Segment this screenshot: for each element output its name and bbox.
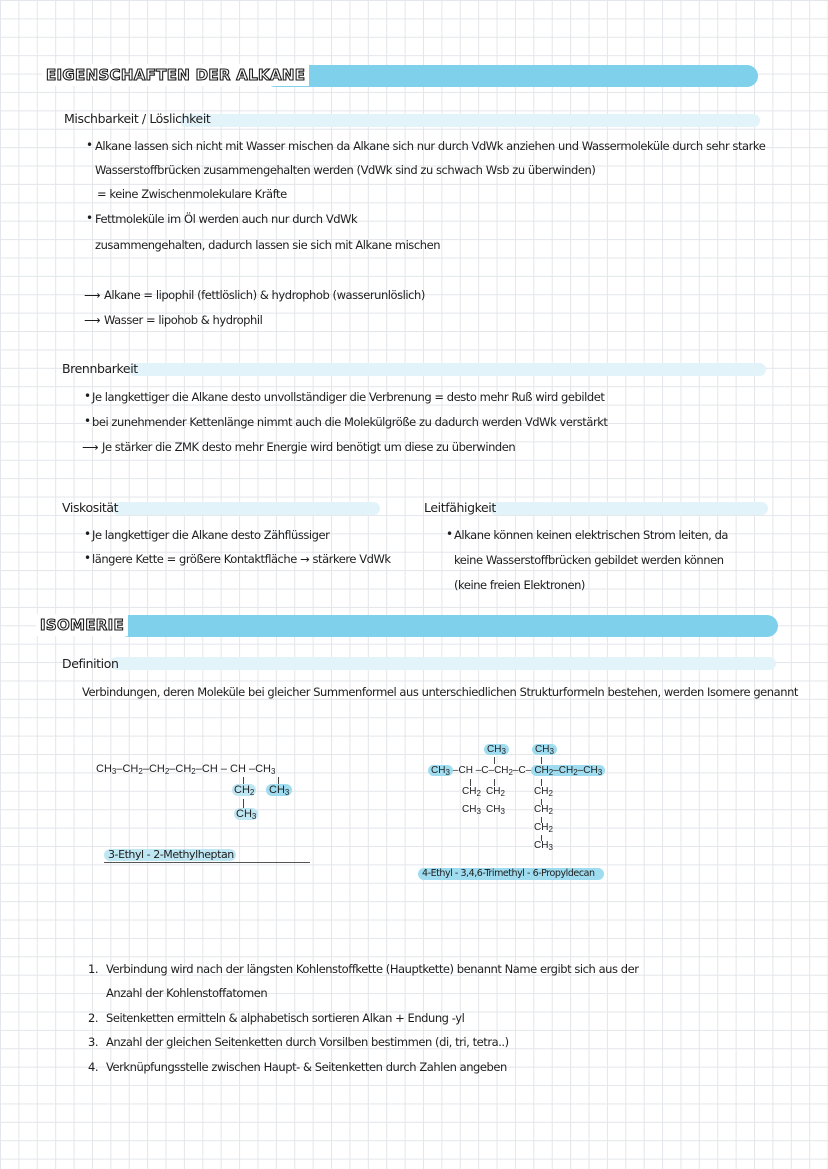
- misch-bullet1-line3: = keine Zwischenmolekulare Kräfte: [97, 187, 287, 201]
- mol2-methyl-c6: $CH_3$: [532, 744, 557, 755]
- subheading-bar-visk: [112, 502, 380, 515]
- molecule-2-name: 4-Ethyl - 3,4,6-Trimethyl - 6-Propyldecan: [422, 868, 595, 879]
- title-bar-isomerie: [118, 615, 778, 637]
- rule-text: Verbindung wird nach der längsten Kohlenstoffkette (Hauptkette) benannt Name ergibt sich aus der: [106, 962, 639, 976]
- rule-number: 2.: [88, 1011, 99, 1025]
- subheading-leit: Leitfähigkeit: [424, 500, 496, 515]
- mol1-ethyl-ch3: CH3: [236, 808, 257, 821]
- misch-bullet2-line2: zusammengehalten, dadurch lassen sie sich mit Alkane mischen: [95, 238, 441, 252]
- mol1-ethyl-ch2: CH2: [234, 784, 255, 797]
- mol2-methyl-c3: $CH_3$: [484, 744, 509, 755]
- molecule-1: CH3–CH2–CH2–CH2–CH – CH –CH3 CH2 CH3 CH3: [96, 760, 336, 870]
- mol2-sub-ch3-c: $CH_3$: [534, 840, 553, 852]
- bullet-dot: •: [84, 551, 92, 565]
- subheading-visk: Viskosität: [62, 500, 119, 515]
- rule-text: Seitenketten ermitteln & alphabetisch sortieren Alkan + Endung -yl: [106, 1011, 465, 1025]
- misch-arrow2: Wasser = lipohob & hydrophil: [104, 313, 263, 327]
- molecule-2: $CH_3$ $CH_3$ $CH_3$ –CH $-C-CH_2-C-$ $CH_2-CH_2-CH_3$ $CH_2$ $CH_2$ $CH_2$ $CH_3$ $CH_3$ $CH_2$ $CH_2$ $CH_3$: [428, 742, 648, 862]
- mol2-ch2: $CH_2$: [494, 765, 513, 777]
- mol1-ch2-b: CH2: [148, 763, 170, 776]
- arrow-icon: ⟶: [82, 440, 99, 454]
- misch-bullet2-line1: Fettmoleküle im Öl werden auch nur durch VdWk: [95, 212, 358, 226]
- subheading-bar-brenn: [128, 363, 766, 376]
- mol2-sub-ch2-c: $CH_2$: [534, 786, 553, 798]
- mol1-ch3-a: CH3: [96, 763, 117, 776]
- subheading-bar-misch: [180, 114, 760, 127]
- mol1-ch2-a: CH2: [122, 763, 143, 776]
- title-bar-alkane: [264, 65, 758, 87]
- visk-bullet2: längere Kette = größere Kontaktfläche → stärkere VdWk: [92, 552, 391, 566]
- mol2-c4: C: [481, 765, 489, 776]
- mol2-sub-ch2-e: $CH_2$: [534, 822, 553, 834]
- page-title-alkane: EIGENSCHAFTEN DER ALKANE: [42, 64, 309, 86]
- bullet-dot: •: [86, 138, 94, 152]
- rule-text: Anzahl der Kohlenstoffatomen: [106, 986, 268, 1000]
- visk-bullet1: Je langkettiger die Alkane desto Zähflüssiger: [92, 528, 330, 542]
- mol2-sub-ch2-a: $CH_2$: [462, 786, 481, 798]
- definition-text: Verbindungen, deren Moleküle bei gleicher Summenformel aus unterschiedlichen Strukturformeln bestehen, werden Isomere genannt: [82, 685, 798, 699]
- brenn-bullet2: bei zunehmender Kettenlänge nimmt auch die Molekülgröße zu dadurch werden VdWk verstärkt: [92, 415, 608, 429]
- bullet-dot: •: [86, 211, 94, 225]
- leit-bullet1-line2: keine Wasserstoffbrücken gebildet werden können: [454, 553, 724, 567]
- leit-bullet1-line1: Alkane können keinen elektrischen Strom leiten, da: [454, 528, 729, 542]
- misch-arrow1: Alkane = lipophil (fettlöslich) & hydrophob (wasserunlöslich): [104, 288, 425, 302]
- mol2-ch: CH: [458, 765, 473, 776]
- leit-bullet1-line3: (keine freien Elektronen): [454, 578, 585, 592]
- rule-number: 1.: [88, 962, 99, 976]
- rule-text: Verknüpfungsstelle zwischen Haupt- & Seitenketten durch Zahlen angeben: [106, 1060, 507, 1074]
- subheading-brenn: Brennbarkeit: [62, 361, 138, 376]
- mol1-ch3-b: CH3: [255, 763, 276, 776]
- mol1-ch-a: CH: [201, 763, 218, 775]
- rule-number: 4.: [88, 1060, 99, 1074]
- mol1-ch2-c: CH2: [175, 763, 196, 776]
- mol2-propyl: $CH_2-CH_2-CH_3$: [531, 765, 605, 776]
- bullet-dot: •: [84, 389, 92, 403]
- subheading-bar-def: [110, 657, 776, 670]
- misch-bullet1-line2: Wasserstoffbrücken zusammengehalten werden (VdWk sind zu schwach Wsb zu überwinden): [95, 163, 596, 177]
- brenn-arrow1: Je stärker die ZMK desto mehr Energie wird benötigt um diese zu überwinden: [102, 440, 516, 454]
- arrow-icon: ⟶: [84, 288, 101, 302]
- mol2-sub-ch3-b: $CH_3$: [486, 804, 505, 816]
- page-title-isomerie: ISOMERIE: [36, 614, 128, 636]
- brenn-bullet1: Je langkettiger die Alkane desto unvollständiger die Verbrenung = desto mehr Ruß wird gebildet: [92, 390, 605, 404]
- mol2-sub-ch2-b: $CH_2$: [486, 786, 505, 798]
- mol1-methyl-ch3: CH3: [266, 784, 292, 796]
- name1-underline: [104, 862, 310, 863]
- bullet-dot: •: [84, 414, 92, 428]
- mol2-c6: C: [518, 765, 526, 776]
- mol2-main-ch3: $CH_3$: [428, 765, 453, 776]
- mol2-sub-ch3-a: $CH_3$: [462, 804, 481, 816]
- arrow-icon: ⟶: [84, 313, 101, 327]
- bullet-dot: •: [446, 527, 454, 541]
- bullet-dot: •: [84, 527, 92, 541]
- mol2-sub-ch2-d: $CH_2$: [534, 804, 553, 816]
- rule-text: Anzahl der gleichen Seitenketten durch Vorsilben bestimmen (di, tri, tetra..): [106, 1035, 509, 1049]
- misch-bullet1-line1: Alkane lassen sich nicht mit Wasser mischen da Alkane sich nur durch VdWk anziehen und Wassermoleküle durch sehr starke: [95, 139, 766, 153]
- mol1-ch-b: CH: [230, 763, 246, 775]
- rule-number: 3.: [88, 1035, 99, 1049]
- subheading-definition: Definition: [62, 656, 119, 671]
- subheading-bar-leit: [490, 502, 768, 515]
- molecule-1-name: 3-Ethyl - 2-Methylheptan: [108, 848, 234, 861]
- subheading-misch: Mischbarkeit / Löslichkeit: [64, 111, 211, 126]
